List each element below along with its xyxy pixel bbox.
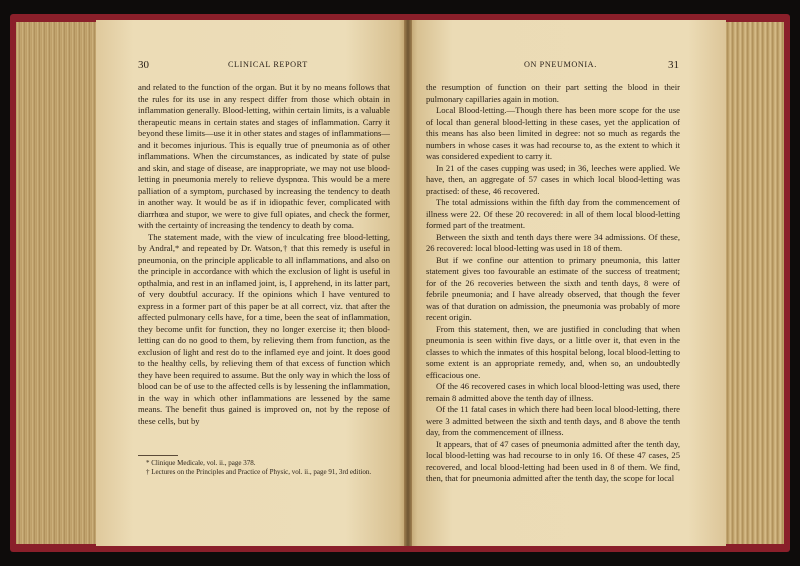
- paragraph: The statement made, with the view of inculcating free blood-letting, by Andral,* and repeated by Dr. Watson,† that this remedy is useful in pneumonia, on the principle applicable to all inflammations, and also on the principle in accordance with which the exclusion of light is useful in opthalmia, and rest in an inflamed joint, is, I apprehend, in its latter part, of very doubtful accuracy. If the opinions which I have ventured to express in a former part of this paper be at all correct, viz. that after the affected pulmonary cells have, for a time, been the seat of inflammation, they become unfit for function, they no longer exercise it; then blood-letting can do no good to them, by relieving them from function, as the exclusion of light and rest do to the inflamed eye and joint. It does good to the healthy cells, by relieving them of that excess of function which they have been required to assume. But the only way in which the loss of blood can be of use to the affected cells is by lessening the inflammation, in the way in which other inflammations are lessened by the same means. The benefit thus gained is improved on, not by the repose of these cells, but by: [138, 231, 390, 426]
- paragraph: It appears, that of 47 cases of pneumonia admitted after the tenth day, local blood-letting was had recourse to in only 16. Of these 47 cases, 25 recovered, and local blood-letting had been used in 8 of them. We find, then, that for pneumonia admitted after the tenth day, the scope for local: [426, 438, 680, 483]
- book-gutter: [404, 20, 412, 546]
- running-header-left: CLINICAL REPORT: [228, 60, 308, 69]
- paragraph: the resumption of function on their part setting the blood in their pulmonary capillaries again in motion.: [426, 82, 680, 104]
- paragraph: Of the 46 recovered cases in which local blood-letting was used, there remain 8 admitted above the tenth day of illness.: [426, 381, 680, 403]
- paragraph: From this statement, then, we are justified in concluding that when pneumonia is seen within five days, or a little over it, that even in the classes to which the inmates of this hospital belong, local blood-letting to some extent is an appropriate remedy, and, when so, an undoubtedly efficacious one.: [426, 323, 680, 380]
- page-number-right: 31: [668, 59, 679, 71]
- footnote: * Clinique Medicale, vol. ii., page 378.: [146, 459, 256, 467]
- footnote-rule: [138, 455, 178, 456]
- page-edges-left: [16, 22, 96, 544]
- footnotes: [138, 459, 390, 477]
- paragraph: But if we confine our attention to primary pneumonia, this latter statement gives too favourable an estimate of the success of treatment; for of the 26 recoveries between the sixth and tenth days, 8 were of febrile pneumonia; and I have already observed, that though the fever was of that duration on admission, the pneumonia was probably of more recent origin.: [426, 254, 680, 322]
- paragraph: Between the sixth and tenth days there were 34 admissions. Of these, 26 recovered: local blood-letting was used in 18 of them.: [426, 231, 680, 253]
- page-edges-right: [724, 22, 784, 544]
- page-number-left: 30: [138, 59, 149, 71]
- running-header-right: ON PNEUMONIA.: [524, 60, 597, 69]
- paragraph: In 21 of the cases cupping was used; in 36, leeches were applied. We have, then, an aggregate of 57 cases in which local blood-letting was practised: of these, 46 recovered.: [426, 162, 680, 196]
- left-page-body: [138, 82, 390, 427]
- footnote: † Lectures on the Principles and Practice of Physic, vol. ii., page 91, 3rd edition.: [146, 468, 372, 476]
- paragraph: Local Blood-letting.—Though there has been more scope for the use of local than general blood-letting in these cases, yet the application of this means has also been limited in degree: not so much as regards the numbers in whose cases it was had recourse to, as the extent to which it was considered expedient to carry it.: [426, 105, 680, 161]
- paragraph: Of the 11 fatal cases in which there had been local blood-letting, there were 3 admitted between the sixth and tenth days, and 8 above the tenth day, from the commencement of illness.: [426, 404, 680, 437]
- paragraph: The total admissions within the fifth day from the commencement of illness were 22. Of these 20 recovered: in all of them local blood-letting formed part of the treatment.: [426, 197, 680, 230]
- right-page-body: [426, 82, 680, 485]
- paragraph: and related to the function of the organ. But it by no means follows that the rules for its use in any respect differ from those which obtain in inflammation generally. Blood-letting, within certain limits, is a valuable therapeutic means in certain states and stages of inflammation. Carry it beyond these limits—use it in other states and stages of inflammations—and it becomes injurious. This is equally true of pneumonia as of other inflammations. When the circumstances, as indicated by state of pulse and skin, and stage of disease, are inappropriate, we may not use blood-letting in pneumonia merely to relieve dyspnœa. This would be a mere palliation of a symptom, purchased by increasing the tendency to death in another way. It would be as if in idiopathic fever, complicated with diarrhœa and stupor, we were to give full opiates, and check the former, with the certainty of increasing the tendency to death by coma.: [138, 82, 390, 230]
